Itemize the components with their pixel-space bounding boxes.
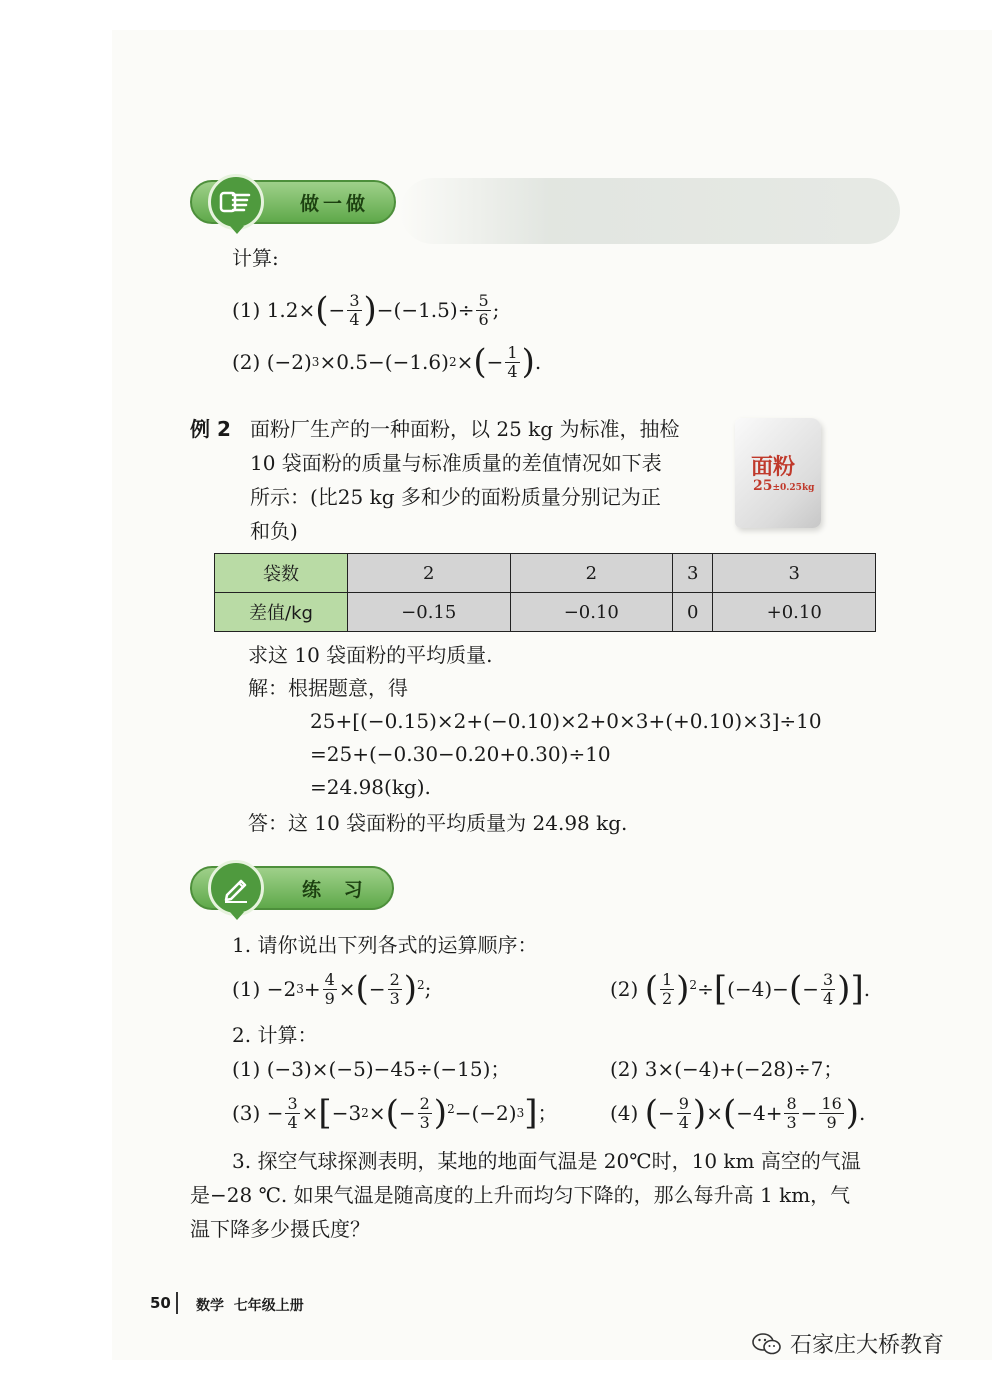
example-label: 例 2 — [190, 417, 231, 441]
practice-badge — [190, 866, 394, 910]
table-cell: 3 — [713, 554, 876, 593]
practice-q3-line-1: 3. 探空气球探测表明，某地的地面气温是 20℃时，10 km 高空的气温 — [232, 1149, 861, 1173]
book-title: 数学 七年级上册 — [196, 1298, 304, 1314]
table-cell: −0.10 — [510, 593, 673, 632]
footer-divider — [176, 1292, 178, 1314]
show-through-shadow — [400, 178, 900, 244]
hand-icon — [208, 174, 264, 230]
flour-data-table — [214, 553, 876, 632]
table-cell: +0.10 — [713, 593, 876, 632]
table-header-cell: 袋数 — [215, 554, 348, 593]
table-header-cell: 差值/kg — [215, 593, 348, 632]
try-it-problem-2: (2) (−2) 3 ×0.5−(−1.6) 2 × ( − $\frac{1}{4}$ ) . — [232, 342, 542, 382]
practice-q1: 1. 请你说出下列各式的运算顺序： — [232, 933, 538, 957]
table-row — [215, 554, 876, 593]
practice-q1-1: (1) −2 3 + $\frac{4}{9}$ × ( − $\frac{2}{3}$ ) $^2$ ; — [232, 969, 432, 1009]
table-cell: 0 — [673, 593, 713, 632]
example-question: 求这 10 袋面粉的平均质量. — [248, 643, 493, 667]
example-line-4: 和负) — [250, 519, 298, 543]
table-cell: −0.15 — [348, 593, 511, 632]
practice-q2-1: (1) (−3)×(−5)−45÷(−15)； — [232, 1057, 511, 1081]
practice-q2: 2. 计算： — [232, 1023, 318, 1047]
example-line-2: 10 袋面粉的质量与标准质量的差值情况如下表 — [250, 451, 662, 475]
flour-bag-image: 面粉 25±0.25kg — [735, 418, 821, 528]
solution-intro: 解：根据题意，得 — [248, 676, 408, 700]
solution-step-1: 25+[(−0.15)×2+(−0.10)×2+0×3+(+0.10)×3]÷10 — [310, 709, 822, 733]
example-line-1: 面粉厂生产的一种面粉，以 25 kg 为标准，抽检 — [250, 417, 680, 441]
try-it-badge — [190, 180, 396, 224]
solution-step-3: =24.98(kg). — [310, 775, 431, 799]
table-cell: 2 — [348, 554, 511, 593]
watermark: 石家庄大桥教育 — [752, 1328, 944, 1359]
try-it-problem-1: (1) 1.2× ( − $\frac{3}{4}$ ) −(−1.5)÷ $\frac{5}{6}$ ; — [232, 290, 500, 330]
practice-q2-3: (3) − $\frac{3}{4}$ × [ −3 2 × ( − $\frac{2}{3}$ ) $^2$ −(−2) 3 ] ； — [232, 1093, 558, 1133]
pencil-icon — [208, 860, 264, 916]
practice-q2-4: (4) ( − $\frac{9}{4}$ ) × ( −4+ $\frac{8}{3}$ − $\frac{16}{9}$ ) . — [610, 1093, 866, 1133]
practice-q3-line-3: 温下降多少摄氏度？ — [190, 1217, 370, 1241]
practice-label: 练 习 — [302, 879, 371, 901]
example-line-3: 所示：(比25 kg 多和少的面粉质量分别记为正 — [250, 485, 661, 509]
try-it-label: 做一做 — [300, 193, 370, 215]
example-answer: 答：这 10 袋面粉的平均质量为 24.98 kg. — [248, 811, 628, 835]
table-cell: 3 — [673, 554, 713, 593]
practice-q3-line-2: 是−28 ℃. 如果气温是随高度的上升而均匀下降的，那么每升高 1 km，气 — [190, 1183, 851, 1207]
try-it-intro: 计算: — [232, 246, 279, 270]
chat-bubbles-icon — [752, 1332, 782, 1356]
solution-step-2: =25+(−0.30−0.20+0.30)÷10 — [310, 742, 611, 766]
practice-q1-2: (2) ( $\frac{1}{2}$ ) $^2$ ÷ [ (−4)− ( − $\frac{3}{4}$ ) ] . — [610, 969, 871, 1009]
practice-q2-2: (2) 3×(−4)+(−28)÷7； — [610, 1057, 844, 1081]
table-cell: 2 — [510, 554, 673, 593]
table-row — [215, 593, 876, 632]
page-number: 50 — [150, 1294, 171, 1312]
